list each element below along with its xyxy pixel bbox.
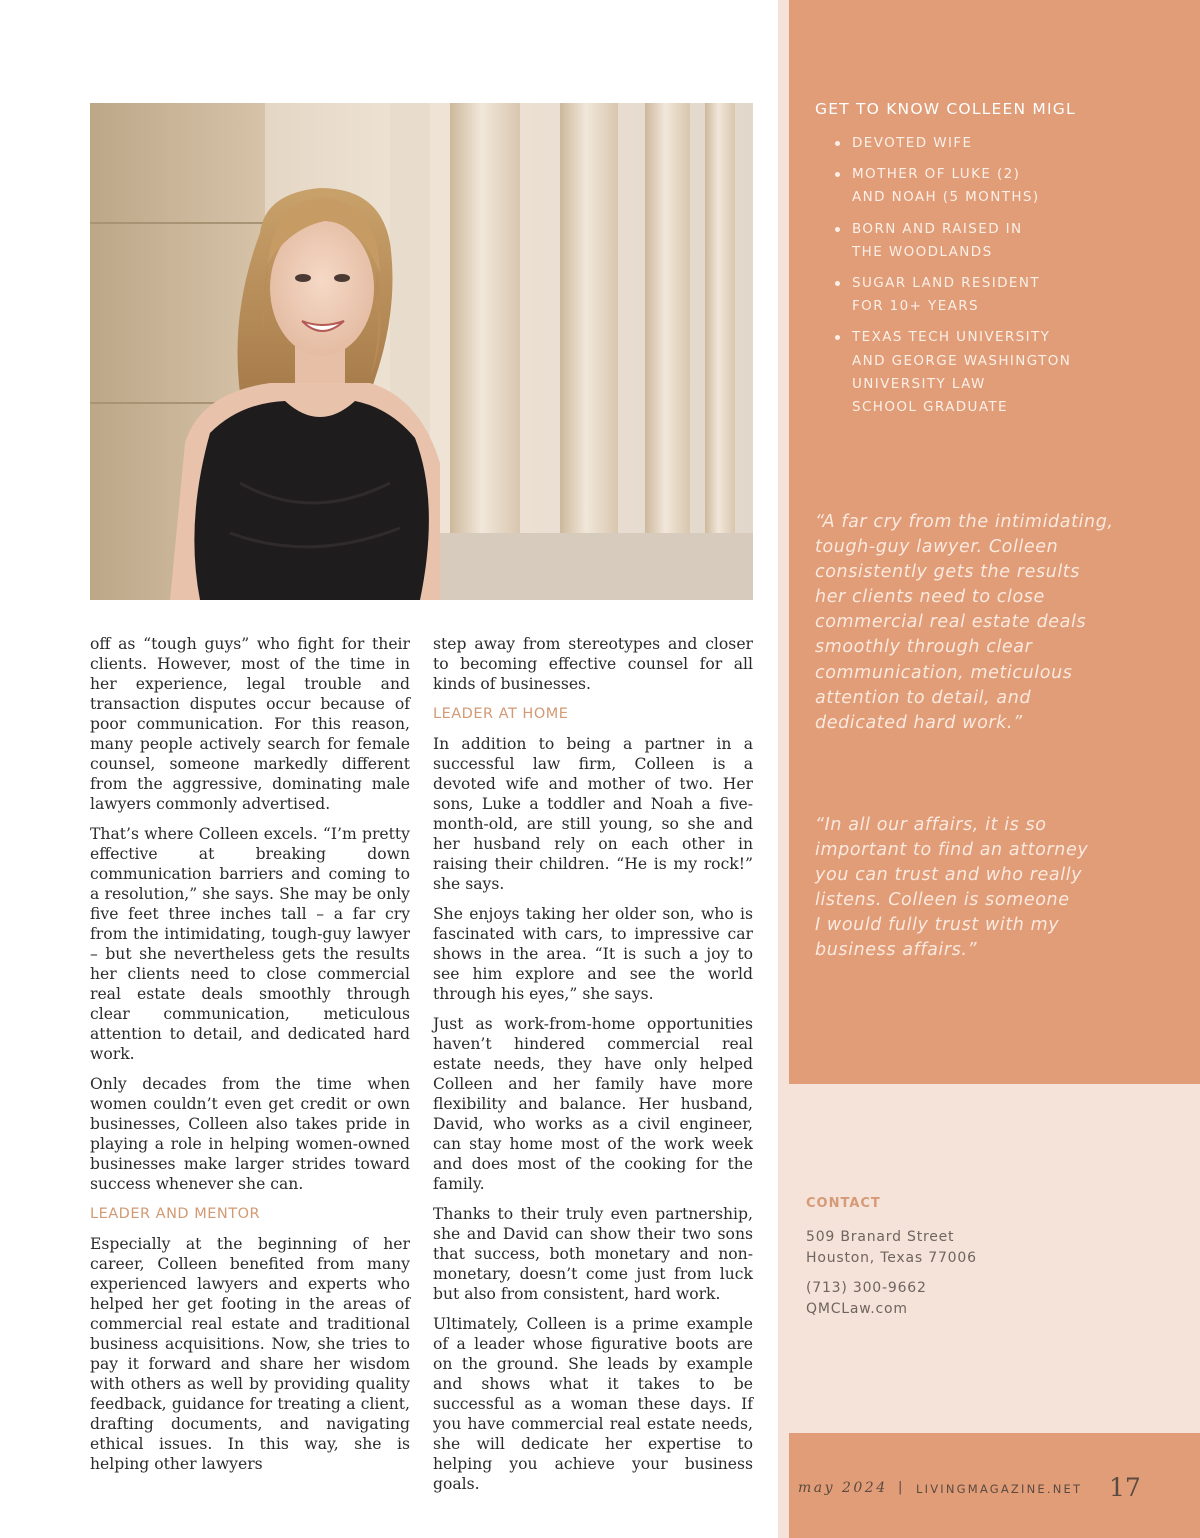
contact-box xyxy=(806,1196,1166,1320)
phone-number: (713) 300-9662 xyxy=(806,1280,927,1296)
paragraph: She enjoys taking her older son, who is fascinated with cars, to impressive car shows in the area. “It is such a joy to see him explore and see the world through his eyes,” she says. xyxy=(433,905,753,1003)
list-item: MOTHER OF LUKE (2) AND NOAH (5 MONTHS) xyxy=(815,163,1175,209)
section-heading-leader-at-home: LEADER AT HOME xyxy=(433,706,569,722)
issue-date: may 2024 xyxy=(798,1480,888,1496)
portrait-photo xyxy=(90,103,753,600)
article-column-left xyxy=(90,634,410,1484)
paragraph: Just as work-from-home opportunities haven’t hindered commercial real estate needs, they have only helped Colleen and her family have more flexibility and balance. Her husband, David, who works as a civil engineer, can stay home most of the work week and does most of the cooking for the family. xyxy=(433,1015,753,1193)
address-line-1: 509 Branard Street xyxy=(806,1229,955,1245)
paragraph: In addition to being a partner in a successful law firm, Colleen is a devoted wife and mother of two. Her sons, Luke a toddler and Noah a five-month-old, are still young, so she and her husband rely on each other in raising their children. “He is my rock!” she says. xyxy=(433,735,753,893)
bullet-icon xyxy=(835,227,840,232)
paragraph: off as “tough guys” who fight for their clients. However, most of the time in her experience, legal trouble and transaction disputes occur because of poor communication. For this reason, many people actively search for female counsel, someone markedly different from the aggressive, dominating male lawyers commonly advertised. xyxy=(90,635,410,813)
list-item: TEXAS TECH UNIVERSITY AND GEORGE WASHINGTON UNIVERSITY LAW SCHOOL GRADUATE xyxy=(815,326,1175,419)
paragraph: Ultimately, Colleen is a prime example of a leader whose figurative boots are on the ground. She leads by example and shows what it takes to be successful as a woman these days. If you have commercial real estate needs, she will dedicate her expertise to helping you achieve your business goals. xyxy=(433,1315,753,1493)
paragraph: step away from stereotypes and closer to becoming effective counsel for all kinds of businesses. xyxy=(433,635,753,693)
bullet-icon xyxy=(835,172,840,177)
bullet-icon xyxy=(835,335,840,340)
bullet-icon xyxy=(835,281,840,286)
article-column-right xyxy=(433,634,753,1504)
facts-list xyxy=(815,132,1175,419)
sidebar-title: GET TO KNOW COLLEEN MIGL xyxy=(815,100,1076,118)
page-footer xyxy=(798,1475,1158,1503)
paragraph: That’s where Colleen excels. “I’m pretty effective at breaking down communication barriers and coming to a resolution,” she says. She may be only five feet three inches tall – a far cry from the intimidating, tough-guy lawyer – but she nevertheless gets the results her clients need to close commercial real estate deals smoothly through clear communication, meticulous attention to detail, and dedicated hard work. xyxy=(90,825,410,1063)
footer-separator: | xyxy=(898,1480,903,1495)
list-item: BORN AND RAISED IN THE WOODLANDS xyxy=(815,218,1175,264)
contact-heading: CONTACT xyxy=(806,1196,881,1211)
magazine-site: LIVINGMAGAZINE.NET xyxy=(916,1482,1083,1496)
paragraph: Only decades from the time when women couldn’t even get credit or own businesses, Colleen also takes pride in playing a role in helping women-owned businesses make larger strides toward success whenever she can. xyxy=(90,1075,410,1193)
page-number: 17 xyxy=(1109,1473,1141,1502)
get-to-know-box xyxy=(815,100,1175,427)
paragraph: Especially at the beginning of her career, Colleen benefited from many experienced lawyers and experts who helped her get footing in the areas of commercial real estate and traditional business acquisitions. Now, she tries to pay it forward and share her wisdom with others as well by providing quality feedback, guidance for treating a client, drafting documents, and navigating ethical issues. In this way, she is helping other lawyers xyxy=(90,1235,410,1473)
bullet-icon xyxy=(835,141,840,146)
pull-quote-2: “In all our affairs, it is so important to find an attorney you can trust and who really listens. Colleen is someone I would fully trust with my business affairs.” xyxy=(815,815,1089,961)
address-line-2: Houston, Texas 77006 xyxy=(806,1250,977,1266)
list-item: SUGAR LAND RESIDENT FOR 10+ YEARS xyxy=(815,272,1175,318)
website-link[interactable]: QMCLaw.com xyxy=(806,1301,908,1317)
paragraph: Thanks to their truly even partnership, she and David can show their two sons that success, both monetary and non-monetary, doesn’t come just from luck but also from consistent, hard work. xyxy=(433,1205,753,1303)
section-heading-leader-and-mentor: LEADER AND MENTOR xyxy=(90,1206,261,1222)
pull-quote-1: “A far cry from the intimidating, tough-guy lawyer. Colleen consistently gets the results her clients need to close commercial real estate deals smoothly through clear communication, meticulous attention to detail, and dedicated hard work.” xyxy=(815,512,1114,733)
list-item: DEVOTED WIFE xyxy=(815,132,1175,155)
